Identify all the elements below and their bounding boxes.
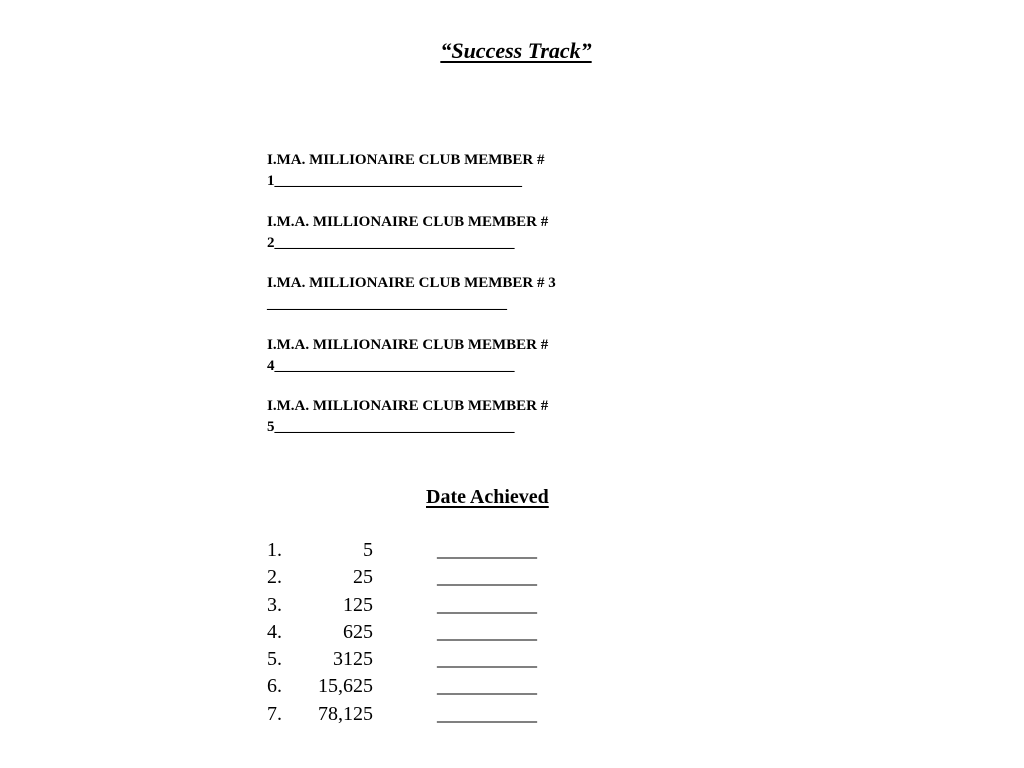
level-date-blank: __________ bbox=[437, 566, 537, 589]
level-number: 7. bbox=[267, 702, 282, 725]
level-date-blank: __________ bbox=[437, 620, 537, 643]
level-row bbox=[267, 564, 567, 591]
level-count: 25 bbox=[353, 566, 373, 589]
level-count: 625 bbox=[343, 620, 373, 643]
level-number: 5. bbox=[267, 648, 282, 671]
level-count: 78,125 bbox=[318, 702, 373, 725]
member-blank: 2________________________________ bbox=[267, 234, 515, 251]
member-label: I.M.A. MILLIONAIRE CLUB MEMBER # bbox=[267, 213, 549, 230]
member-entry bbox=[267, 212, 647, 254]
level-number: 4. bbox=[267, 620, 282, 643]
member-blank: 4________________________________ bbox=[267, 357, 515, 374]
level-number: 3. bbox=[267, 593, 282, 616]
date-achieved-heading: Date Achieved bbox=[426, 486, 549, 508]
level-count: 125 bbox=[343, 593, 373, 616]
level-row bbox=[267, 537, 567, 564]
level-row bbox=[267, 592, 567, 619]
page-title: “Success Track” bbox=[440, 38, 592, 63]
member-label: I.M.A. MILLIONAIRE CLUB MEMBER # bbox=[267, 398, 549, 414]
level-list bbox=[267, 537, 567, 728]
level-number: 1. bbox=[267, 539, 282, 561]
level-number: 6. bbox=[267, 675, 282, 698]
level-count: 5 bbox=[363, 539, 373, 561]
member-entry bbox=[267, 150, 647, 192]
member-blank: ________________________________ bbox=[267, 296, 507, 312]
member-label: I.M.A. MILLIONAIRE CLUB MEMBER # bbox=[267, 336, 549, 353]
member-list bbox=[267, 150, 647, 458]
level-date-blank: __________ bbox=[437, 648, 537, 671]
member-label: I.MA. MILLIONAIRE CLUB MEMBER # 3 bbox=[267, 275, 556, 291]
member-entry bbox=[267, 335, 647, 377]
member-entry bbox=[267, 273, 647, 315]
member-blank: 1_________________________________ bbox=[267, 173, 522, 189]
level-date-blank: __________ bbox=[437, 593, 537, 616]
level-date-blank: __________ bbox=[437, 539, 537, 561]
level-count: 15,625 bbox=[318, 675, 373, 698]
level-date-blank: __________ bbox=[437, 702, 537, 725]
member-blank: 5________________________________ bbox=[267, 419, 515, 435]
level-number: 2. bbox=[267, 566, 282, 589]
level-date-blank: __________ bbox=[437, 675, 537, 698]
member-label: I.MA. MILLIONAIRE CLUB MEMBER # bbox=[267, 152, 545, 168]
level-row bbox=[267, 673, 567, 700]
level-count: 3125 bbox=[333, 648, 373, 671]
member-entry bbox=[267, 396, 647, 438]
level-row bbox=[267, 646, 567, 673]
level-row bbox=[267, 619, 567, 646]
level-row bbox=[267, 701, 567, 728]
